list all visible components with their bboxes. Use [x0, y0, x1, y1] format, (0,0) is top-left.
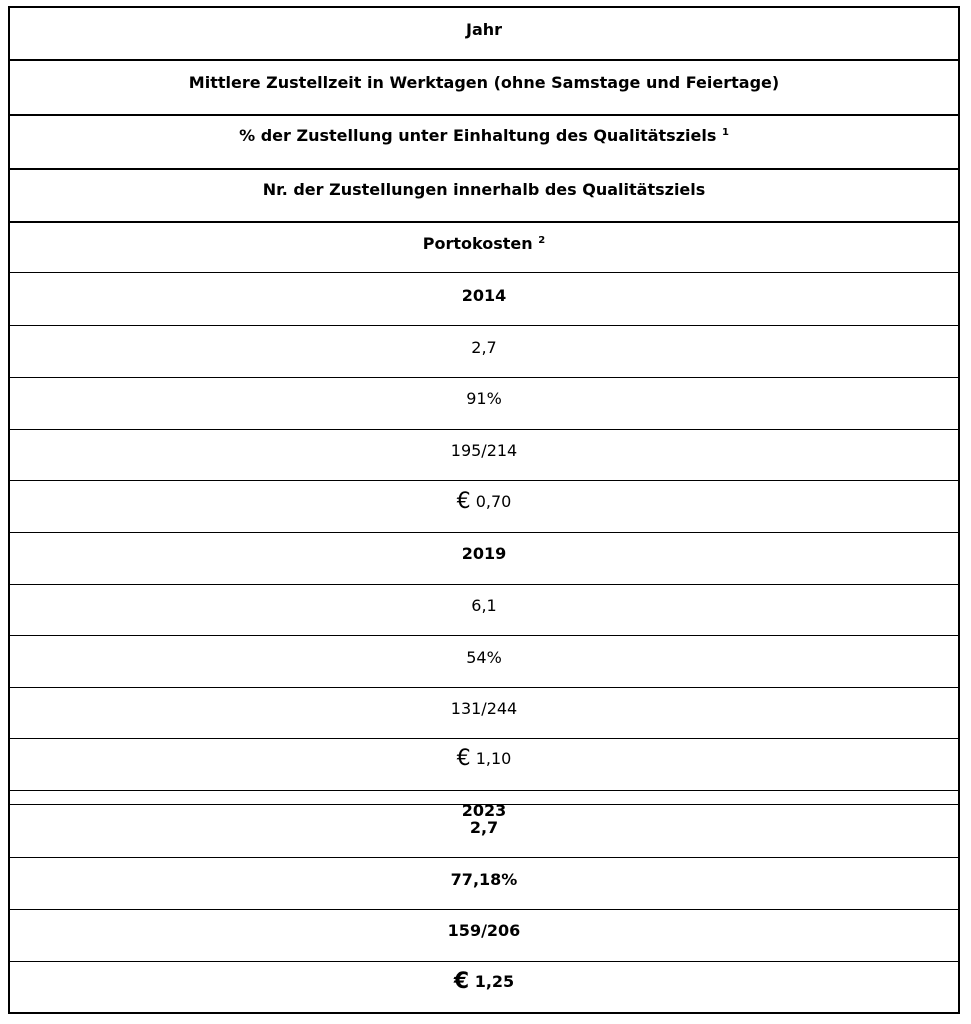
row-divider: [10, 635, 958, 636]
row-divider: [10, 114, 958, 116]
euro-sign: €: [453, 969, 470, 994]
footnote-1: 1: [721, 127, 729, 138]
euro-sign: €: [456, 746, 471, 771]
euro-sign: €: [456, 489, 471, 514]
header-nr-within-text: Nr. der Zustellungen innerhalb des Qualitätsziels: [262, 180, 706, 199]
row-divider: [10, 377, 958, 378]
row-divider: [10, 480, 958, 481]
row-divider: [10, 961, 958, 962]
footnote-2: 2: [538, 235, 546, 246]
row-divider: [10, 790, 958, 791]
row-divider: [10, 532, 958, 533]
row-divider: [10, 168, 958, 170]
header-year-text: Jahr: [465, 20, 503, 39]
header-postage-text: Portokosten: [422, 234, 533, 253]
row-divider: [10, 857, 958, 858]
row-divider: [10, 221, 958, 223]
row-divider: [10, 325, 958, 326]
row-divider: [10, 738, 958, 739]
row-divider: [10, 272, 958, 273]
delivery-statistics-table: Jahr Mittlere Zustellzeit in Werktagen (ohne Samstage und Feiertage) % der Zustellung unter Einhaltung des Qualitätsziels $^1$ Nr. der Zustellungen innerhalb des Qualitätsziels Portokosten $^2$ 2014 2,7 91% 195/214 € 0,70 2019 6,1 54% 131/244 € 1,10 2023 2,7 77,18% 159/206 € 1,25: [8, 6, 960, 1014]
row-divider: [10, 584, 958, 585]
row-divider: [10, 687, 958, 688]
row-divider: [10, 59, 958, 61]
header-mean-delivery-text: Mittlere Zustellzeit in Werktagen (ohne Samstage und Feiertage): [188, 73, 780, 92]
row-divider: [10, 909, 958, 910]
row-divider: [10, 429, 958, 430]
header-pct-quality-text: % der Zustellung unter Einhaltung des Qualitätsziels: [239, 126, 717, 145]
